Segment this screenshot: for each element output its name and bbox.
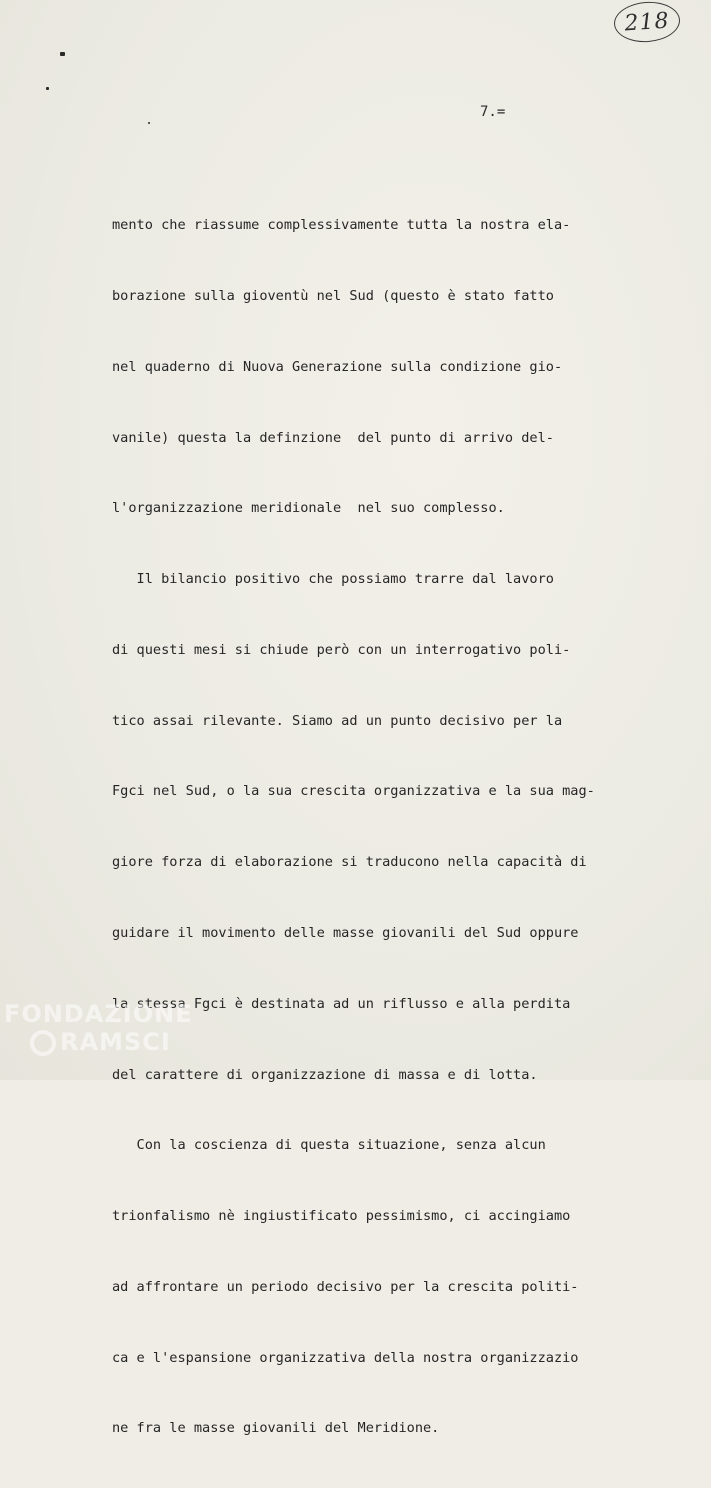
page-number: 7.=	[480, 104, 506, 120]
text-line: trionfalismo nè ingiustificato pessimismo, ci accingiamo	[112, 1208, 571, 1225]
watermark-line-2	[4, 1028, 193, 1056]
text-line: ad affrontare un periodo decisivo per la crescita politi-	[112, 1278, 579, 1295]
foundation-watermark	[4, 1000, 193, 1056]
text-line: ne fra le masse giovanili del Meridione.	[112, 1420, 440, 1437]
text-line: giore forza di elaborazione si traducono nella capacità di	[112, 854, 587, 871]
scan-speck	[60, 52, 65, 56]
watermark-line-1: FONDAZIONE	[4, 1000, 193, 1028]
archive-stamp	[613, 0, 682, 44]
text-line: vanile) questa la definzione del punto di arrivo del-	[112, 429, 554, 446]
text-line: mento che riassume complessivamente tutta la nostra ela-	[112, 217, 571, 234]
text-line: borazione sulla gioventù nel Sud (questo è stato fatto	[112, 287, 554, 304]
text-line: nel quaderno di Nuova Generazione sulla condizione gio-	[112, 358, 563, 375]
text-line: Il bilancio positivo che possiamo trarre dal lavoro	[112, 571, 554, 588]
text-line: guidare il movimento delle masse giovanili del Sud oppure	[112, 925, 579, 941]
scan-speck	[148, 122, 150, 124]
text-line: l'organizzazione meridionale nel suo complesso.	[112, 500, 505, 517]
text-line: tico assai rilevante. Siamo ad un punto decisivo per la	[112, 712, 563, 729]
scan-speck	[46, 87, 49, 90]
watermark-line-2-text: RAMSCI	[60, 1028, 171, 1056]
text-line: la stessa Fgci è destinata ad un riflusso e alla perdita	[112, 995, 571, 1012]
text-line: del carattere di organizzazione di massa e di lotta.	[112, 1066, 538, 1083]
text-line: di questi mesi si chiude però con un interrogativo poli-	[112, 641, 571, 658]
body-text	[112, 167, 612, 1488]
text-line: Con la coscienza di questa situazione, senza alcun	[112, 1137, 546, 1154]
text-line: ca e l'espansione organizzativa della nostra organizzazio	[112, 1349, 579, 1366]
text-line: Fgci nel Sud, o la sua crescita organizzativa e la sua mag-	[112, 783, 595, 800]
watermark-g-icon	[30, 1030, 56, 1056]
archive-number: 218	[623, 7, 671, 37]
